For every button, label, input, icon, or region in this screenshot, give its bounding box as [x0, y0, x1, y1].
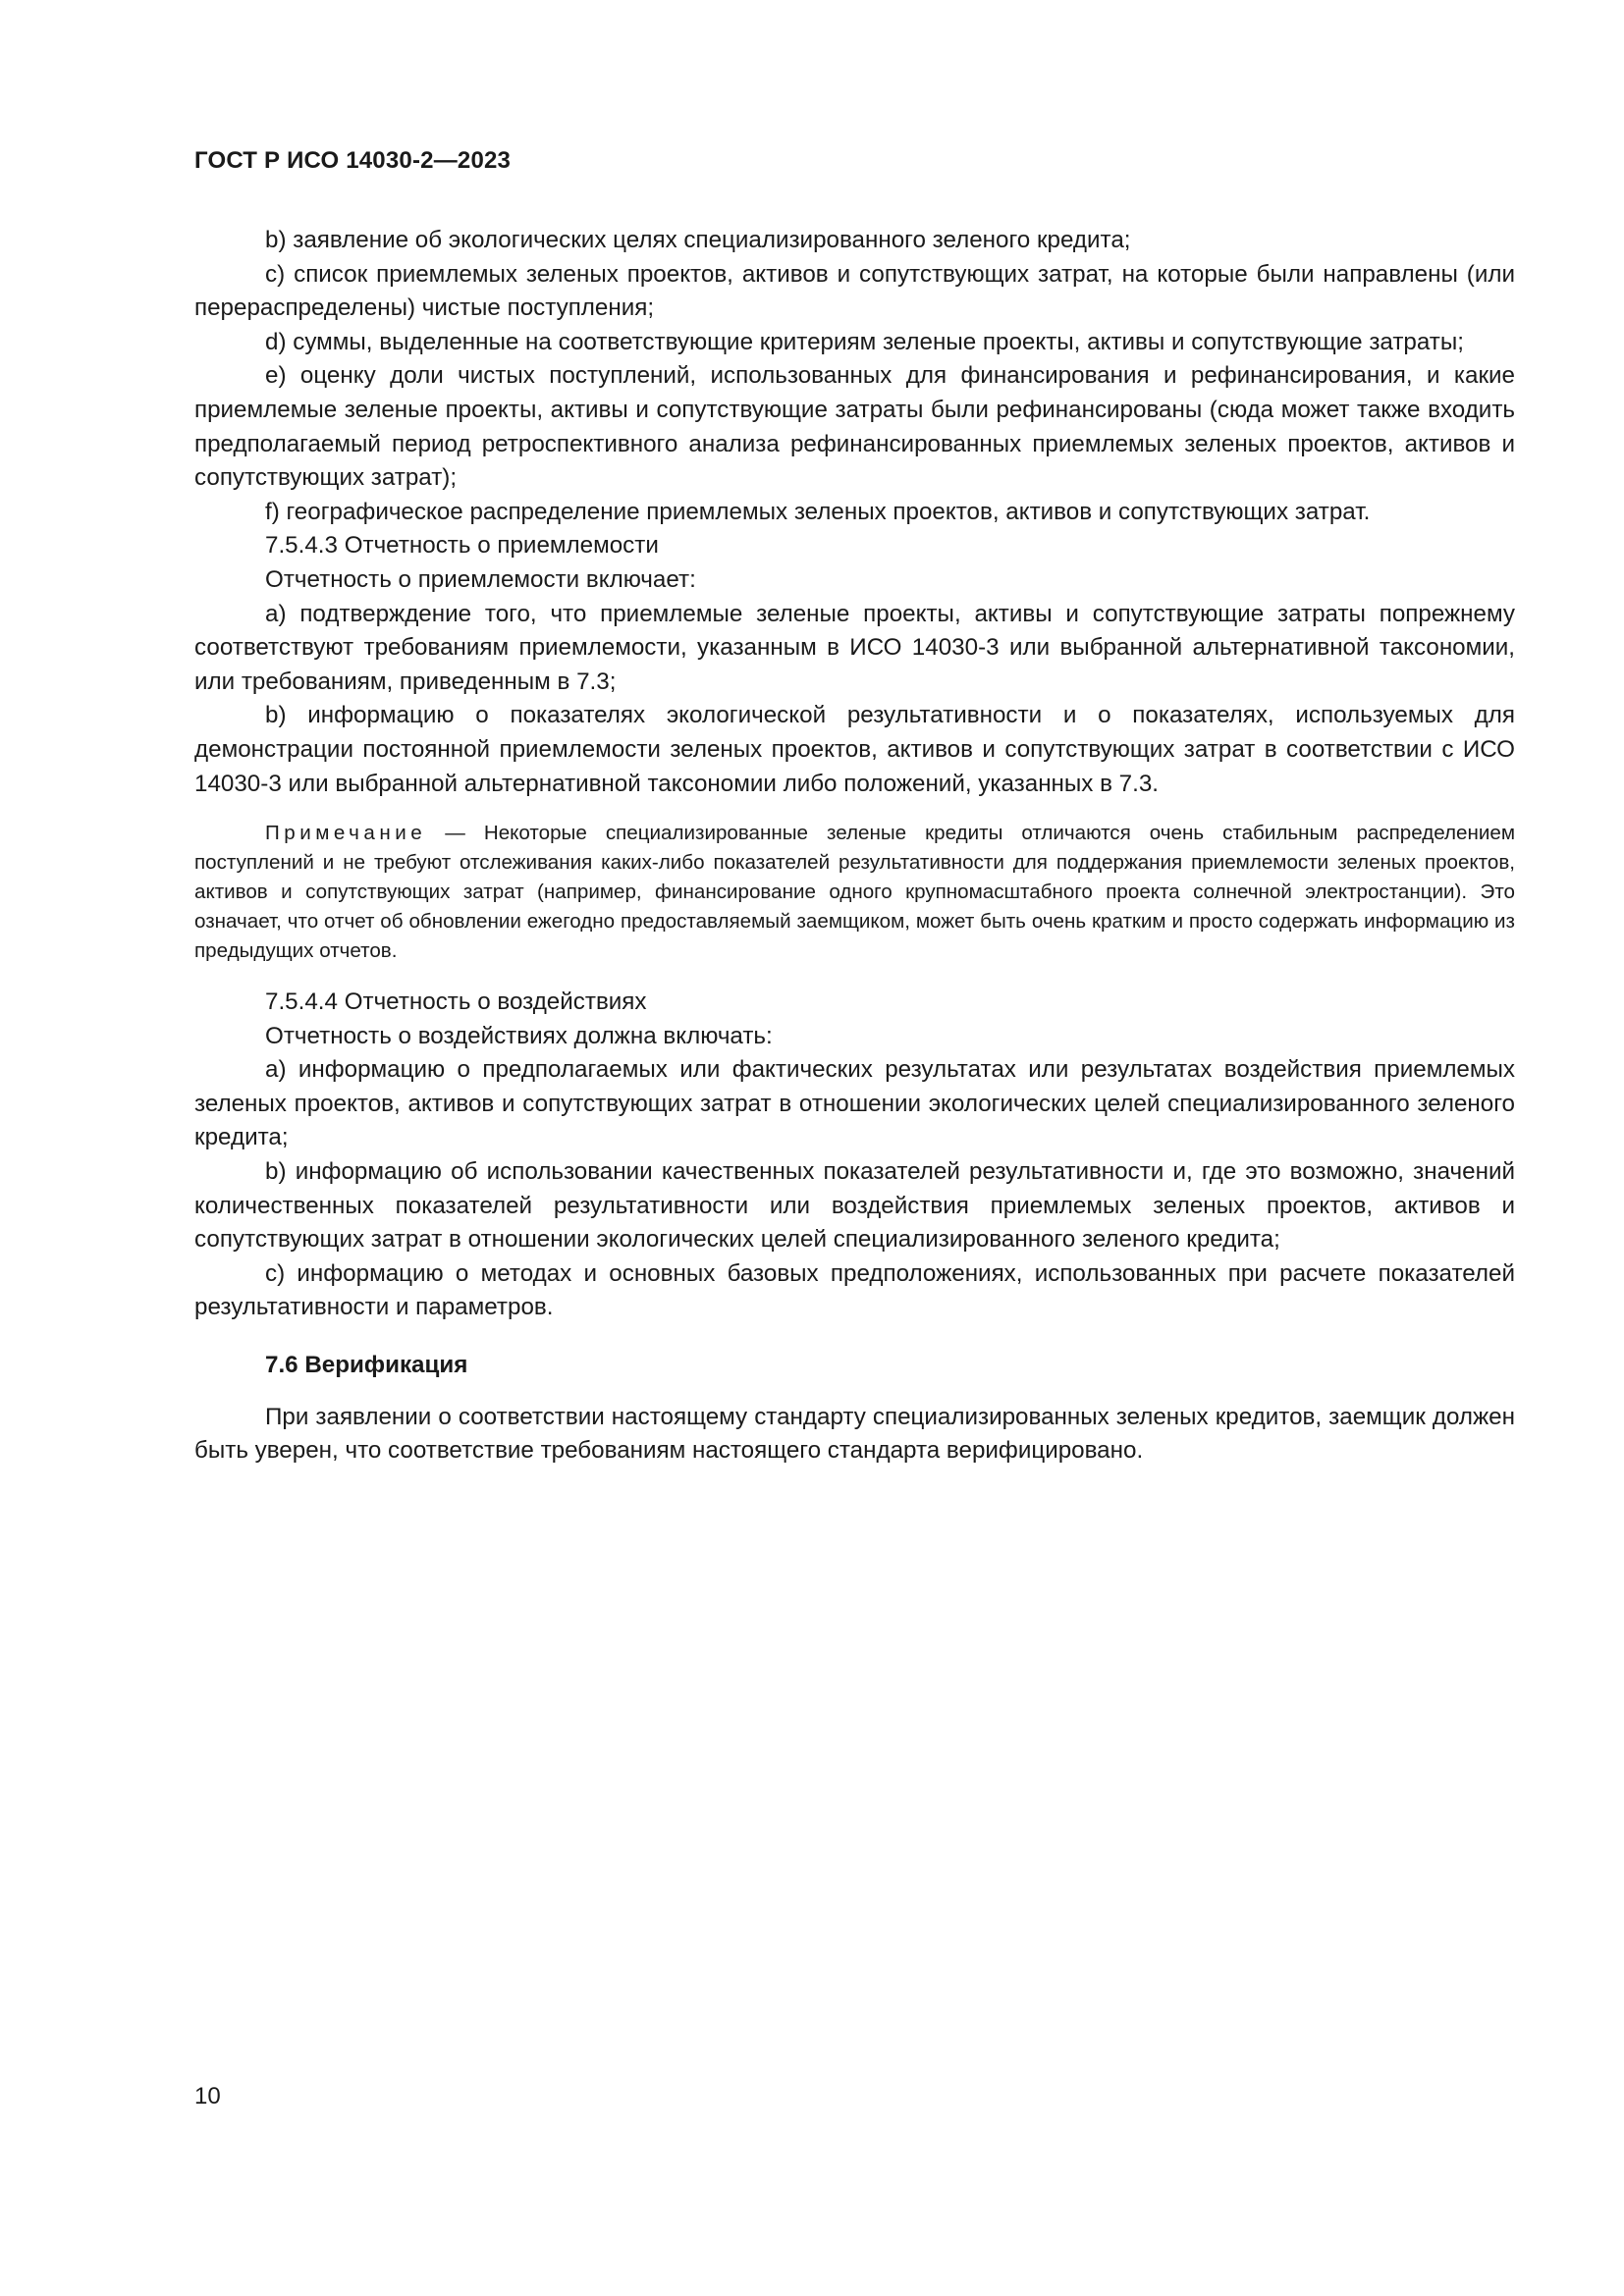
paragraph: d) суммы, выделенные на соответствующие критериям зеленые проекты, активы и сопутствующие затраты;	[265, 328, 1464, 355]
page-number: 10	[194, 2083, 221, 2109]
paragraph: b) информацию об использовании качественных показателей результативности и, где это возможно, значений количественных показателей результативности или воздействия приемлемых зеленых проектов, активов и сопутствующих затрат в отношении экологических целей специализированного зеленого кредита;	[194, 1158, 1515, 1254]
document-body	[194, 224, 1515, 1468]
paragraph: b) заявление об экологических целях специализированного зеленого кредита;	[265, 227, 1131, 253]
subsection-heading: 7.5.4.3 Отчетность о приемлемости	[265, 532, 659, 560]
subsection-heading: 7.5.4.4 Отчетность о воздействиях	[265, 988, 647, 1016]
paragraph: При заявлении о соответствии настоящему стандарту специализированных зеленых кредитов, заемщик должен быть уверен, что соответствие требованиям настоящего стандарта верифицировано.	[194, 1403, 1515, 1465]
paragraph: c) список приемлемых зеленых проектов, активов и сопутствующих затрат, на которые были направлены (или перераспределены) чистые поступления;	[194, 260, 1515, 322]
paragraph: e) оценку доли чистых поступлений, использованных для финансирования и рефинансирования, и какие приемлемые зеленые проекты, активы и сопутствующие затраты были рефинансированы (сюда может также входить предполагаемый период ретроспективного анализа рефинансированных приемлемых зеленых проектов, активов и сопутствующих затрат);	[194, 362, 1515, 492]
note-label: Примечание	[265, 822, 427, 845]
paragraph: a) информацию о предполагаемых или фактических результатах или результатах воздействия приемлемых зеленых проектов, активов и сопутствующих затрат в отношении экологических целей специализированного зеленого кредита;	[194, 1056, 1515, 1151]
document-header: ГОСТ Р ИСО 14030-2—2023	[194, 147, 512, 174]
section-title: 7.6 Верификация	[265, 1352, 468, 1379]
note	[194, 819, 1515, 966]
paragraph: a) подтверждение того, что приемлемые зеленые проекты, активы и сопутствующие затраты попрежнему соответствуют требованиям приемлемости, указанным в ИСО 14030-3 или выбранной альтернативной таксономии, или требованиям, приведенным в 7.3;	[194, 600, 1515, 695]
paragraph: Отчетность о приемлемости включает:	[265, 565, 696, 593]
paragraph: f) географическое распределение приемлемых зеленых проектов, активов и сопутствующих затрат.	[265, 498, 1371, 525]
note-text: — Некоторые специализированные зеленые кредиты отличаются очень стабильным распределением поступлений и не требуют отслеживания каких-либо показателей результативности для поддержания приемлемости зеленых проектов, активов и сопутствующих затрат (например, финансирование одного крупномасштабного проекта солнечной электростанции). Это означает, что отчет об обновлении ежегодно предоставляемый заемщиком, может быть очень кратким и просто содержать информацию из предыдущих отчетов.	[194, 822, 1515, 963]
paragraph: c) информацию о методах и основных базовых предположениях, использованных при расчете показателей результативности и параметров.	[194, 1259, 1515, 1321]
paragraph: b) информацию о показателях экологической результативности и о показателях, используемых для демонстрации постоянной приемлемости зеленых проектов, активов и сопутствующих затрат в соответствии с ИСО 14030-3 или выбранной альтернативной таксономии либо положений, указанных в 7.3.	[194, 702, 1515, 797]
paragraph: Отчетность о воздействиях должна включать:	[265, 1022, 773, 1049]
